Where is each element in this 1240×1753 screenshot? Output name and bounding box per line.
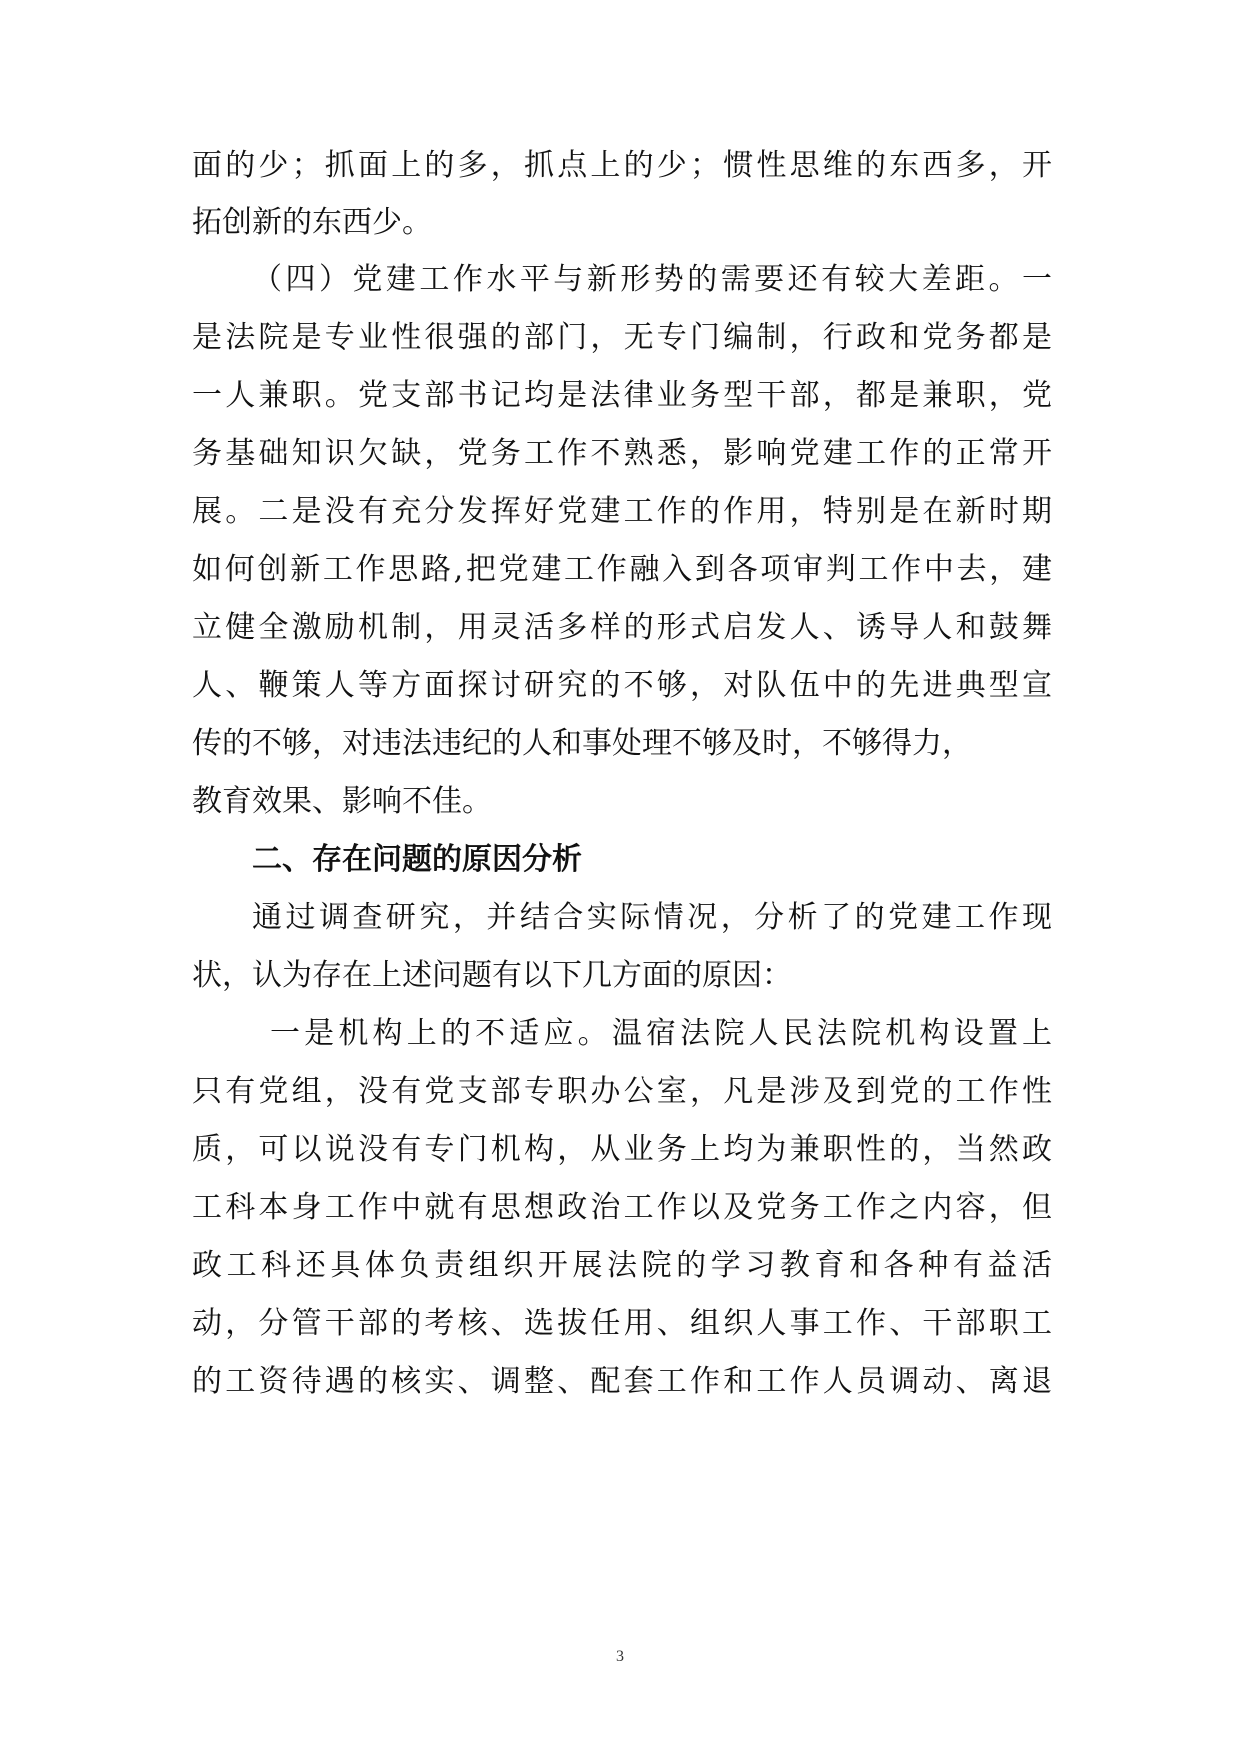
body-line-1: 面的少；抓面上的多，抓点上的少；惯性思维的东西多，开 bbox=[192, 148, 1052, 183]
body-line-17: 只有党组，没有党支部专职办公室，凡是涉及到党的工作性 bbox=[192, 1074, 1052, 1109]
body-line-19: 工科本身工作中就有思想政治工作以及党务工作之内容，但 bbox=[192, 1190, 1052, 1225]
body-line-4: 是法院是专业性很强的部门，无专门编制，行政和党务都是 bbox=[192, 320, 1052, 355]
body-line-9: 立健全激励机制，用灵活多样的形式启发人、诱导人和鼓舞 bbox=[192, 610, 1052, 645]
body-line-11: 传的不够，对违法违纪的人和事处理不够及时，不够得力， bbox=[192, 726, 972, 761]
body-line-7: 展。二是没有充分发挥好党建工作的作用，特别是在新时期 bbox=[192, 494, 1052, 529]
body-line-20: 政工科还具体负责组织开展法院的学习教育和各种有益活 bbox=[192, 1248, 1052, 1283]
body-line-12: 教育效果、影响不佳。 bbox=[192, 784, 492, 819]
body-line-14: 通过调查研究，并结合实际情况，分析了的党建工作现 bbox=[252, 900, 1052, 935]
page-number: 3 bbox=[616, 1648, 624, 1665]
body-line-6: 务基础知识欠缺，党务工作不熟悉，影响党建工作的正常开 bbox=[192, 436, 1052, 471]
body-line-18: 质，可以说没有专门机构，从业务上均为兼职性的，当然政 bbox=[192, 1132, 1052, 1167]
section-heading: 二、存在问题的原因分析 bbox=[252, 842, 582, 877]
body-line-21: 动，分管干部的考核、选拔任用、组织人事工作、干部职工 bbox=[192, 1306, 1052, 1341]
body-line-15: 状，认为存在上述问题有以下几方面的原因： bbox=[192, 958, 792, 993]
body-line-8: 如何创新工作思路,把党建工作融入到各项审判工作中去，建 bbox=[192, 552, 1052, 587]
body-line-10: 人、鞭策人等方面探讨研究的不够，对队伍中的先进典型宣 bbox=[192, 668, 1052, 703]
body-line-5: 一人兼职。党支部书记均是法律业务型干部，都是兼职，党 bbox=[192, 378, 1052, 413]
body-line-3: （四）党建工作水平与新形势的需要还有较大差距。一 bbox=[252, 262, 1052, 297]
body-line-2: 拓创新的东西少。 bbox=[192, 205, 432, 240]
body-line-16: 一是机构上的不适应。温宿法院人民法院机构设置上 bbox=[270, 1016, 1052, 1051]
body-line-22: 的工资待遇的核实、调整、配套工作和工作人员调动、离退 bbox=[192, 1364, 1052, 1399]
